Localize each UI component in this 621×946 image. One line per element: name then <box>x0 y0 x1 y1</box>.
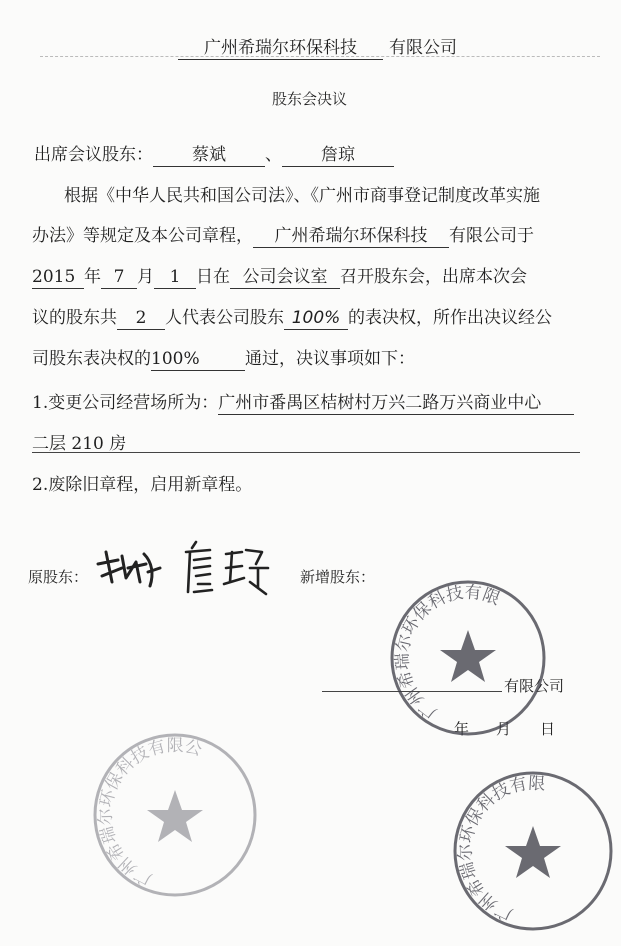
header-rule <box>40 56 600 57</box>
signature-cai-bin <box>92 542 164 592</box>
new-shareholder-company-suffix: 有限公司 <box>504 677 565 695</box>
resolution-1-line2-rule <box>32 452 580 453</box>
svg-text:广州希瑞尔环保科技有限公司: 广州希瑞尔环保科技有限公司 <box>392 582 503 723</box>
shareholder-1: 蔡斌 <box>153 146 265 167</box>
company-seal-3 <box>450 768 616 934</box>
p1-line4-prefix: 议的股东共 <box>32 308 117 328</box>
meeting-year: 2015 <box>32 268 84 289</box>
venue-suffix: 召开股东会，出席本次会 <box>340 267 527 287</box>
meeting-day: 1 <box>154 268 196 289</box>
sign-date-day-label: 日 <box>540 720 556 738</box>
header-company-suffix: 有限公司 <box>389 38 457 58</box>
p1-line2-prefix: 办法》等规定及本公司章程， <box>32 226 253 246</box>
p1-line2-suffix: 有限公司于 <box>449 226 534 246</box>
p1-line2-company: 广州希瑞尔环保科技 <box>253 227 449 248</box>
p1-line1: 根据《中华人民共和国公司法》、《广州市商事登记制度改革实施 <box>64 186 540 206</box>
doc-title: 股东会决议 <box>272 90 348 108</box>
company-seal-2 <box>90 730 260 900</box>
sign-date-month-label: 月 <box>496 720 512 738</box>
header-company-name: 广州希瑞尔环保科技 <box>178 39 383 60</box>
p1-line5 <box>32 344 415 371</box>
svg-text:广州希瑞尔环保科技有限公司: 广州希瑞尔环保科技有限公司 <box>95 735 205 889</box>
sign-date-year-label: 年 <box>454 720 470 738</box>
attendees-label: 出席会议股东： <box>34 145 153 165</box>
shareholder-count: 2 <box>117 309 165 330</box>
p1-line3 <box>32 262 527 289</box>
company-seal-1 <box>388 578 548 738</box>
resolution-1-label: 1.变更公司经营场所为： <box>32 393 219 413</box>
vote-pct: 100% <box>151 350 245 371</box>
resolution-1-line2: 二层 210 房 <box>32 434 127 454</box>
svg-text:广州希瑞尔环保科技有限公司: 广州希瑞尔环保科技有限公司 <box>455 773 546 925</box>
p1-line4-suffix: 的表决权，所作出决议经公 <box>348 308 552 328</box>
original-shareholders-label: 原股东： <box>28 568 89 586</box>
day-label: 日在 <box>196 267 230 287</box>
p1-line4 <box>32 303 552 330</box>
p1-line4-mid: 人代表公司股东 <box>165 308 284 328</box>
represent-pct: 100% <box>284 309 348 330</box>
p1-line5-prefix: 司股东表决权的 <box>32 349 151 369</box>
month-label: 月 <box>137 267 154 287</box>
meeting-venue: 公司会议室 <box>230 268 340 289</box>
meeting-month: 7 <box>101 268 137 289</box>
resolution-1-address: 广州市番禺区桔树村万兴二路万兴商业中心 <box>218 394 574 415</box>
resolution-1 <box>32 388 574 415</box>
signature-zhan-qiong <box>180 538 278 600</box>
separator: 、 <box>265 145 282 165</box>
p1-line2 <box>32 221 534 248</box>
p1-line5-suffix: 通过，决议事项如下： <box>245 349 415 369</box>
year-label: 年 <box>84 267 101 287</box>
resolution-2: 2.废除旧章程，启用新章程。 <box>32 475 253 495</box>
new-shareholders-label: 新增股东： <box>300 568 376 586</box>
attendees-line <box>34 140 394 167</box>
shareholder-2: 詹琼 <box>282 146 394 167</box>
